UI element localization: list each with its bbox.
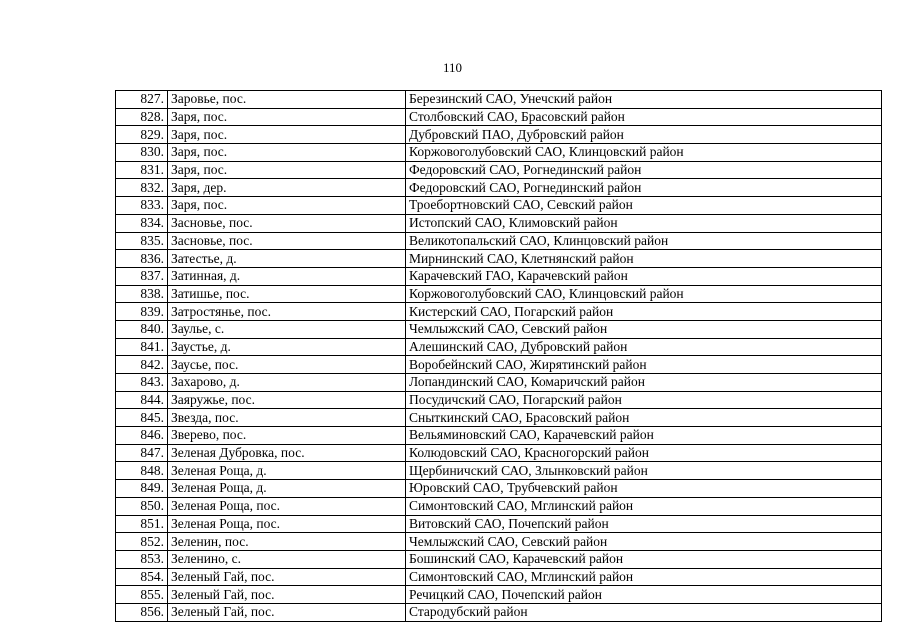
table-row [116,285,882,303]
table-row [116,586,882,604]
district-cell: Великотопальский САО, Клинцовский район [406,232,882,250]
district-cell: Алешинский САО, Дубровский район [406,338,882,356]
district-cell: Стародубский район [406,603,882,621]
district-cell: Бошинский САО, Карачевский район [406,550,882,568]
row-number-cell: 841. [116,338,168,356]
settlement-name-cell: Засновье, пос. [168,232,406,250]
row-number-cell: 843. [116,374,168,392]
settlement-name-cell: Заря, пос. [168,161,406,179]
row-number-cell: 842. [116,356,168,374]
row-number-cell: 854. [116,568,168,586]
row-number-cell: 831. [116,161,168,179]
district-cell: Сныткинский САО, Брасовский район [406,409,882,427]
row-number-cell: 838. [116,285,168,303]
row-number-cell: 836. [116,250,168,268]
table-row [116,250,882,268]
settlement-name-cell: Зеленая Роща, пос. [168,515,406,533]
table-row [116,568,882,586]
table-row [116,214,882,232]
table-row [116,480,882,498]
table-row [116,356,882,374]
settlement-name-cell: Заяружье, пос. [168,391,406,409]
row-number-cell: 844. [116,391,168,409]
settlement-name-cell: Затинная, д. [168,267,406,285]
settlement-name-cell: Зверево, пос. [168,427,406,445]
settlement-name-cell: Засновье, пос. [168,214,406,232]
district-cell: Троебортновский САО, Севский район [406,197,882,215]
district-cell: Симонтовский САО, Мглинский район [406,568,882,586]
row-number-cell: 855. [116,586,168,604]
row-number-cell: 834. [116,214,168,232]
row-number-cell: 856. [116,603,168,621]
table-row [116,338,882,356]
district-cell: Истопский САО, Климовский район [406,214,882,232]
row-number-cell: 850. [116,497,168,515]
settlement-name-cell: Захарово, д. [168,374,406,392]
district-cell: Колюдовский САО, Красногорский район [406,444,882,462]
district-cell: Речицкий САО, Почепский район [406,586,882,604]
row-number-cell: 830. [116,144,168,162]
row-number-cell: 846. [116,427,168,445]
table-row [116,409,882,427]
district-cell: Витовский САО, Почепский район [406,515,882,533]
settlement-name-cell: Зеленая Роща, д. [168,480,406,498]
settlement-name-cell: Заря, пос. [168,144,406,162]
row-number-cell: 847. [116,444,168,462]
district-cell: Вельяминовский САО, Карачевский район [406,427,882,445]
district-cell: Коржовоголубовский САО, Клинцовский район [406,144,882,162]
table-row [116,427,882,445]
table-row [116,533,882,551]
row-number-cell: 852. [116,533,168,551]
table-row [116,320,882,338]
row-number-cell: 848. [116,462,168,480]
district-cell: Воробейнский САО, Жирятинский район [406,356,882,374]
table-row [116,374,882,392]
district-cell: Карачевский ГАО, Карачевский район [406,267,882,285]
row-number-cell: 832. [116,179,168,197]
settlement-name-cell: Зеленая Роща, д. [168,462,406,480]
district-cell: Посудичский САО, Погарский район [406,391,882,409]
settlement-name-cell: Зеленый Гай, пос. [168,586,406,604]
settlements-table-body [116,91,882,622]
table-row [116,391,882,409]
table-row [116,161,882,179]
district-cell: Столбовский САО, Брасовский район [406,108,882,126]
row-number-cell: 837. [116,267,168,285]
row-number-cell: 828. [116,108,168,126]
table-row [116,303,882,321]
settlement-name-cell: Зеленая Дубровка, пос. [168,444,406,462]
table-row [116,179,882,197]
row-number-cell: 827. [116,91,168,109]
settlement-name-cell: Заровье, пос. [168,91,406,109]
settlement-name-cell: Заря, пос. [168,108,406,126]
settlement-name-cell: Зеленая Роща, пос. [168,497,406,515]
settlement-name-cell: Заустье, д. [168,338,406,356]
district-cell: Федоровский САО, Рогнединский район [406,179,882,197]
settlements-table [115,90,882,622]
table-row [116,267,882,285]
district-cell: Юровский САО, Трубчевский район [406,480,882,498]
settlement-name-cell: Звезда, пос. [168,409,406,427]
settlement-name-cell: Затестье, д. [168,250,406,268]
settlement-name-cell: Зеленин, пос. [168,533,406,551]
settlement-name-cell: Заря, пос. [168,126,406,144]
settlement-name-cell: Зеленино, с. [168,550,406,568]
table-row [116,126,882,144]
district-cell: Чемлыжский САО, Севский район [406,533,882,551]
settlement-name-cell: Заря, пос. [168,197,406,215]
row-number-cell: 851. [116,515,168,533]
settlement-name-cell: Заулье, с. [168,320,406,338]
table-row [116,108,882,126]
row-number-cell: 839. [116,303,168,321]
table-row [116,550,882,568]
settlement-name-cell: Зеленый Гай, пос. [168,568,406,586]
table-row [116,515,882,533]
district-cell: Кистерский САО, Погарский район [406,303,882,321]
district-cell: Коржовоголубовский САО, Клинцовский район [406,285,882,303]
table-row [116,91,882,109]
table-row [116,232,882,250]
row-number-cell: 845. [116,409,168,427]
row-number-cell: 835. [116,232,168,250]
row-number-cell: 853. [116,550,168,568]
district-cell: Дубровский ПАО, Дубровский район [406,126,882,144]
table-row [116,462,882,480]
table-row [116,144,882,162]
row-number-cell: 829. [116,126,168,144]
settlement-name-cell: Затишье, пос. [168,285,406,303]
table-row [116,497,882,515]
district-cell: Федоровский САО, Рогнединский район [406,161,882,179]
district-cell: Мирнинский САО, Клетнянский район [406,250,882,268]
page-number: 110 [442,60,463,75]
settlement-name-cell: Зеленый Гай, пос. [168,603,406,621]
table-row [116,603,882,621]
table-row [116,197,882,215]
district-cell: Симонтовский САО, Мглинский район [406,497,882,515]
district-cell: Березинский САО, Унечский район [406,91,882,109]
row-number-cell: 849. [116,480,168,498]
settlement-name-cell: Заусье, пос. [168,356,406,374]
district-cell: Щербиничский САО, Злынковский район [406,462,882,480]
row-number-cell: 840. [116,320,168,338]
settlement-name-cell: Заря, дер. [168,179,406,197]
settlement-name-cell: Затростянье, пос. [168,303,406,321]
row-number-cell: 833. [116,197,168,215]
district-cell: Лопандинский САО, Комаричский район [406,374,882,392]
table-row [116,444,882,462]
district-cell: Чемлыжский САО, Севский район [406,320,882,338]
